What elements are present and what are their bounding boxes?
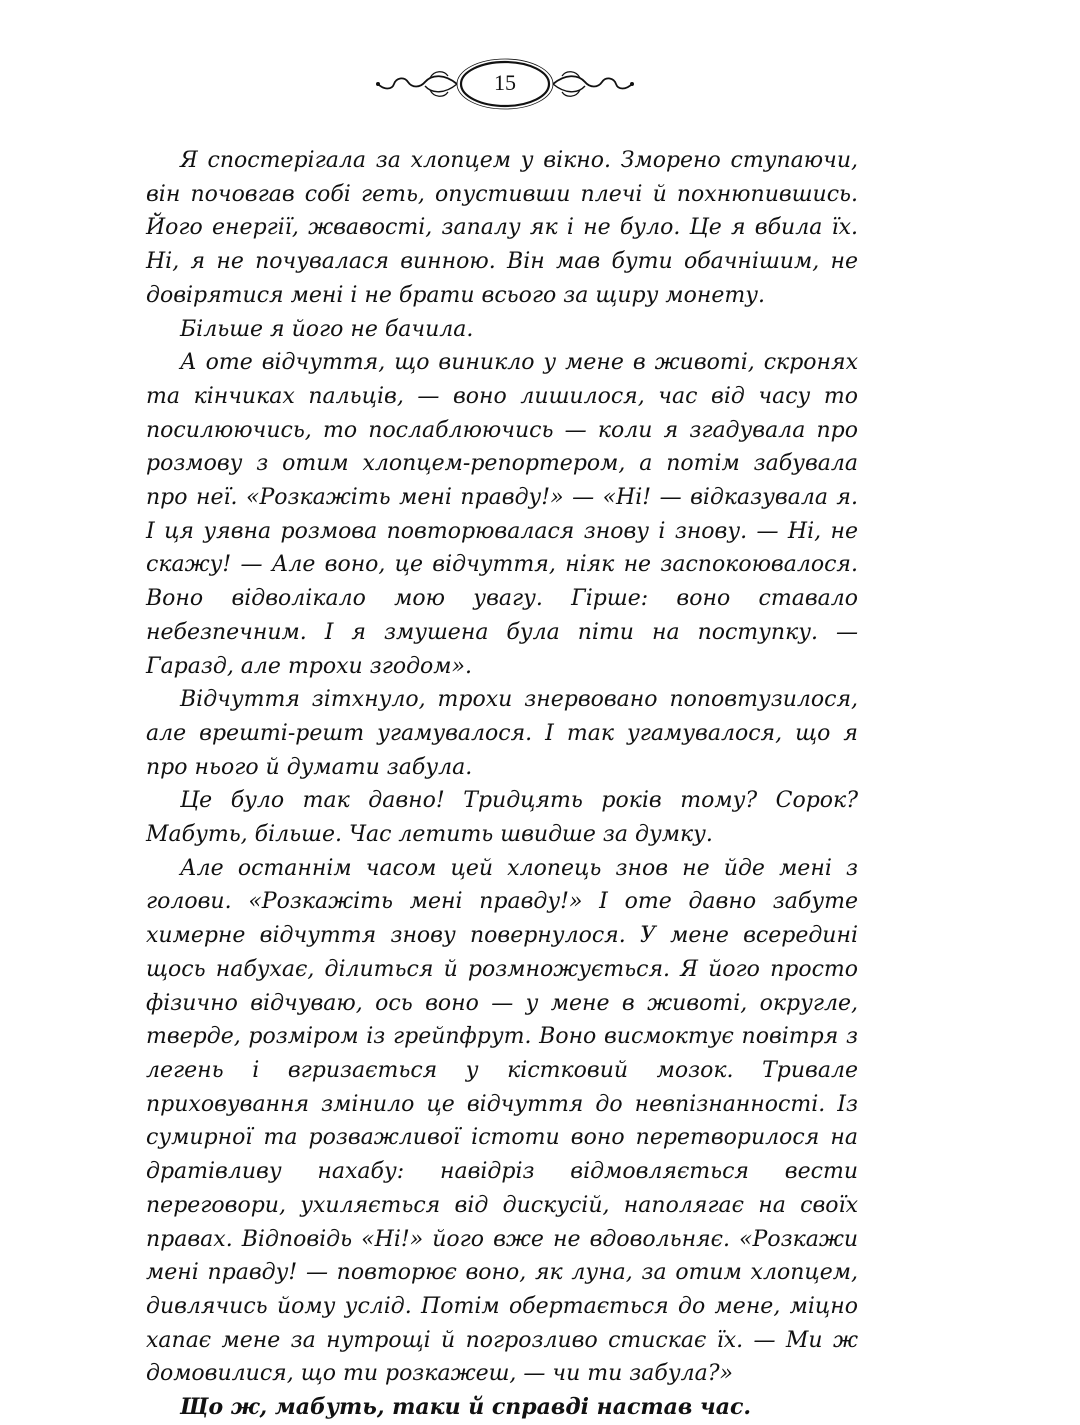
- closing-paragraph: Що ж, мабуть, таки й справді настав час.: [180, 1394, 752, 1421]
- body-text: [146, 144, 858, 1425]
- paragraph: Відчуття зітхнуло, трохи знервовано поповтузилося, але врешті-решт угамувалося. І так угамувалося, що я про нього й думати забула.: [146, 687, 858, 780]
- paragraph: Але останнім часом цей хлопець знов не йде мені з голови. «Розкажіть мені правду!» І оте давно забуте химерне відчуття знову повернулося. У мене всередині щось набухає, ділиться й розмножується. Я його просто фізично відчуваю, ось воно — у мене в животі, округле, тверде, розміром із грейпфрут. Воно висмоктує повітря з легень і вгризається у кістковий мозок. Тривале приховування змінило це відчуття до невпізнанності. Із сумирної та розважливої істоти воно перетворилося на дратівливу нахабу: навідріз відмовляється вести переговори, ухиляється від дискусій, наполягає на своїх правах. Відповідь «Ні!» його вже не вдовольняє. «Розкажи мені правду! — повторює воно, як луна, за отим хлопцем, дивлячись йому услід. Потім обертається до мене, міцно хапає мене за нутрощі й погрозливо стискає їх. — Ми ж домовилися, що ти розкажеш, — чи ти забула?»: [146, 855, 858, 1387]
- paragraph: Більше я його не бачила.: [180, 316, 474, 342]
- page-number: 15: [494, 70, 516, 95]
- paragraph: Я спостерігала за хлопцем у вікно. Зморено ступаючи, він почовгав собі геть, опустивши плечі й похнюпившись. Його енергії, жвавості, запалу як і не було. Це я вбила їх. Ні, я не почувалася винною. Він мав бути обачнішим, не довірятися мені і не брати всього за щиру монету.: [146, 148, 858, 308]
- page-header: [0, 48, 1080, 128]
- paragraph: А оте відчуття, що виникло у мене в животі, скронях та кінчиках пальців, — воно лишилося, час від часу то посилюючись, то послаблюючись — коли я згадувала про розмову з отим хлопцем-репортером, а потім забувала про неї. «Розкажіть мені правду!» — «Ні! — відказувала я. І ця уявна розмова повторювалася знову і знову. — Ні, не скажу! — Але воно, це відчуття, ніяк не заспокоювалося. Воно відволікало мою увагу. Гірше: воно ставало небезпечним. І я змушена була піти на поступку. — Гаразд, але трохи згодом».: [146, 350, 858, 679]
- paragraph: Це було так давно! Тридцять років тому? Сорок? Мабуть, більше. Час летить швидше за думку.: [146, 788, 858, 848]
